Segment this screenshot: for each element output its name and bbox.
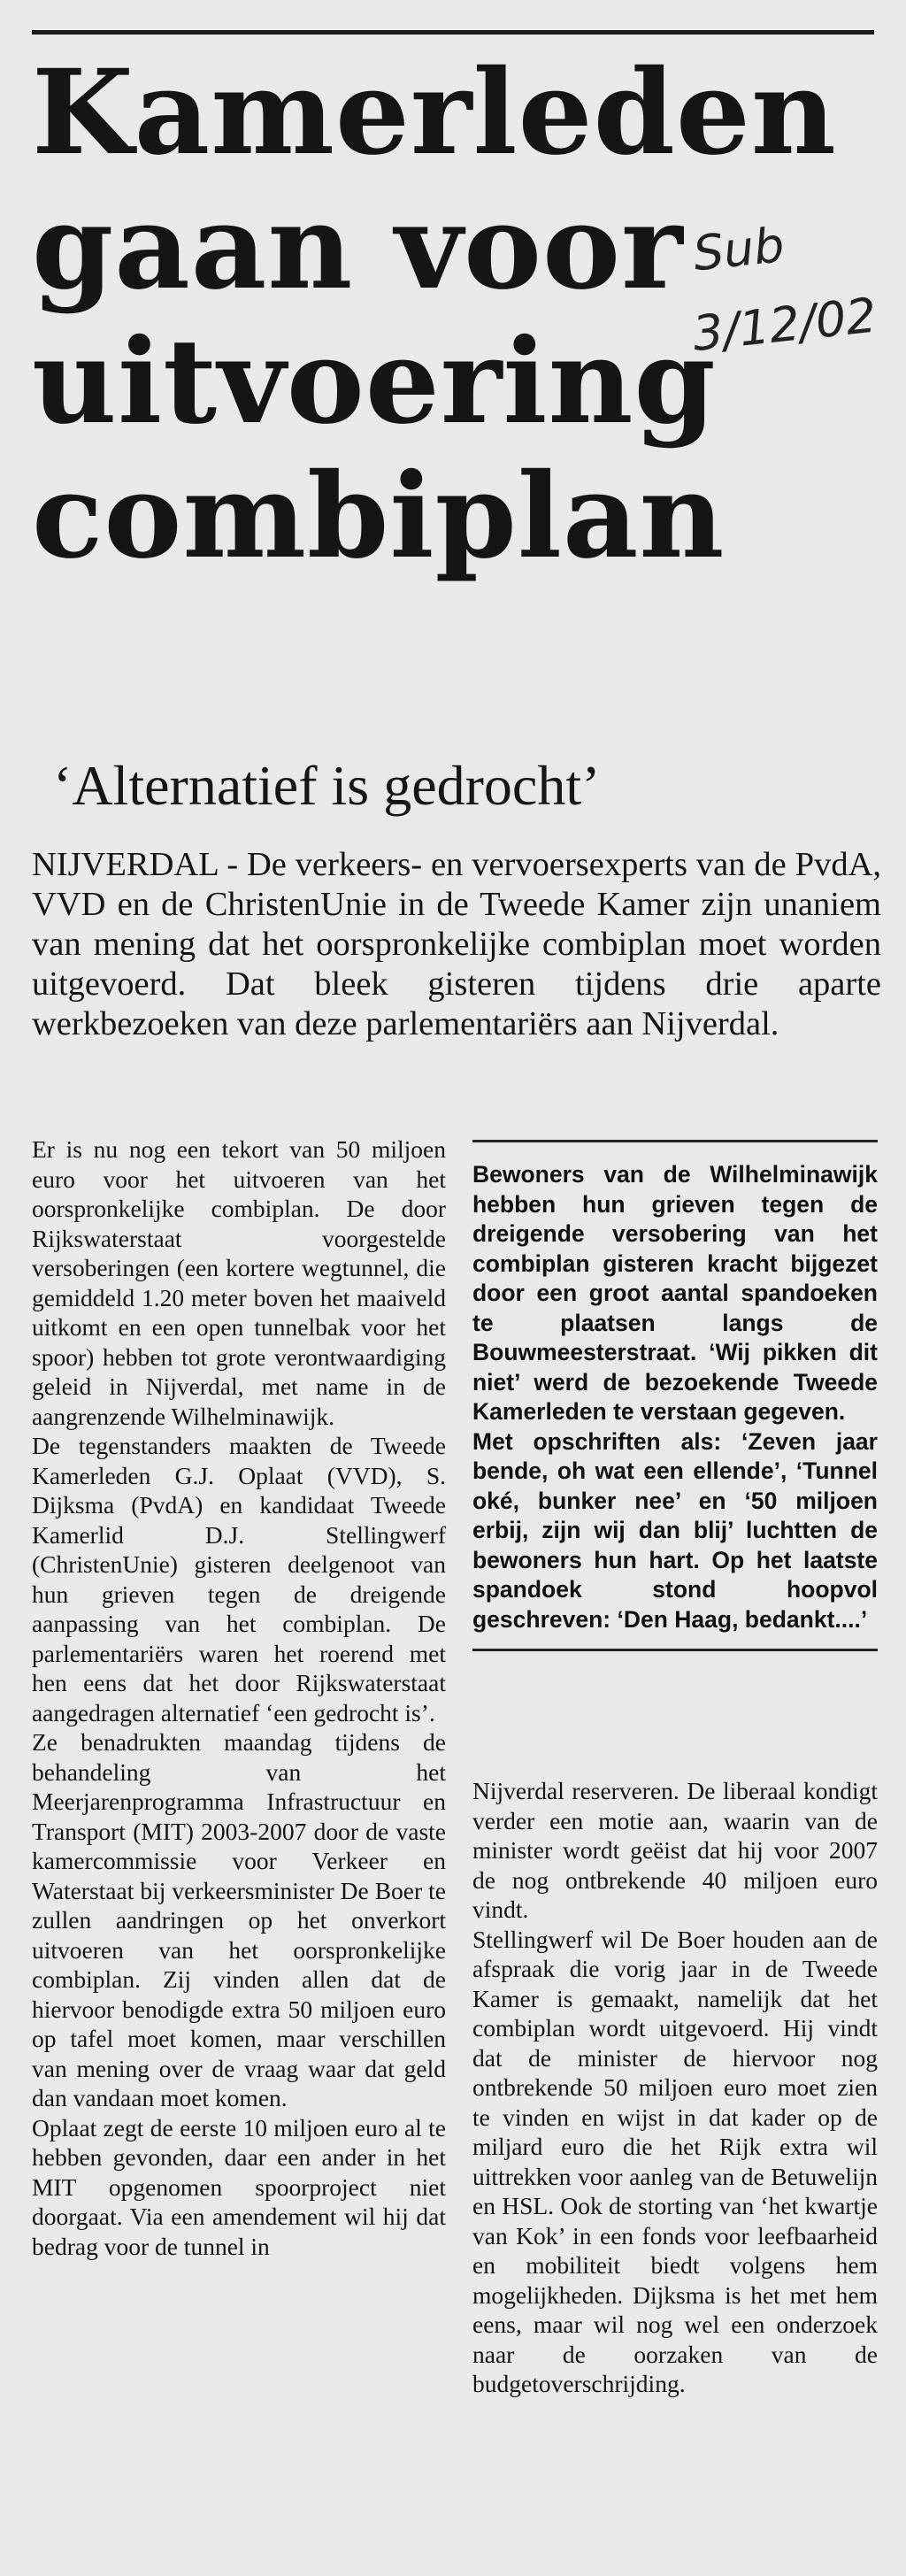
body-paragraph: Er is nu nog een tekort van 50 miljoen euro voor het uitvoeren van het oorspronkelijke combiplan. De door Rijkswaterstaat voorgestelde versoberingen (een kortere wegtunnel, die gemiddeld 1.20 meter boven het maaiveld uitkomt en een open tunnelbak voor het spoor) hebben tot grote verontwaardiging geleid in Nijverdal, met name in de aangrenzende Wilhelminawijk.: [32, 1135, 446, 1430]
headline-line: combiplan: [32, 448, 726, 585]
body-paragraph: Nijverdal reserveren. De liberaal kondigt verder een motie aan, waarin van de minister wordt geëist dat hij voor 2007 de nog ontbrekende 40 miljoen euro vindt.: [472, 1777, 878, 1923]
lead-paragraph: NIJVERDAL - De verkeers- en vervoersexperts van de PvdA, VVD en de ChristenUnie in de Tweede Kamer zijn unaniem van mening dat het oorspronkelijke combiplan moet worden uitgevoerd. Dat bleek gisteren tijdens drie aparte werkbezoeken van deze parlementariërs aan Nijverdal.: [32, 846, 881, 1042]
subheadline: ‘Alternatief is gedrocht’: [53, 754, 601, 817]
right-column: [472, 1776, 878, 2399]
handwritten-note-line: Sub: [690, 217, 787, 282]
body-paragraph: Oplaat zegt de eerste 10 miljoen euro al te hebben gevonden, daar een ander in het MIT opgenomen spoorproject niet doorgaat. Via een amendement wil hij dat bedrag voor de tunnel in: [32, 2113, 446, 2260]
headline-line: gaan voor: [32, 179, 684, 316]
sidebar-paragraph: Met opschriften als: ‘Zeven jaar bende, oh wat een ellende’, ‘Tunnel oké, bunker nee’ en ‘50 miljoen erbij, zijn wij dan blij’ luchtten de bewoners hun hart. Op het laatste spandoek stond hoopvol geschreven: ‘Den Haag, bedankt....’: [472, 1427, 878, 1633]
sidebar-box: [472, 1140, 878, 1651]
left-column: [32, 1134, 446, 2261]
body-paragraph: Stellingwerf wil De Boer houden aan de afspraak die vorig jaar in de Tweede Kamer is gemaakt, namelijk dat het combiplan wordt uitgevoerd. Hij vindt dat de minister de hiervoor nog ontbrekende 50 miljoen euro moet zien te vinden en wijst in dat kader op de miljard euro die het Rijk extra wil uittrekken voor aanleg van de Betuwelijn en HSL. Ook de storting van ‘het kwartje van Kok’ in een fonds voor leefbaarheid en mobiliteit biedt volgens hem mogelijkheden. Dijksma is het met hem eens, maar wil nog wel een onderzoek naar de oorzaken van de budgetoverschrijding.: [472, 1925, 878, 2397]
headline-line: uitvoering: [32, 313, 717, 450]
body-paragraph: De tegenstanders maakten de Tweede Kamerleden G.J. Oplaat (VVD), S. Dijksma (PvdA) en kandidaat Tweede Kamerlid D.J. Stellingwerf (ChristenUnie) gisteren deelgenoot van hun grieven tegen de dreigende aanpassing van het combiplan. De parlementariërs waren het roerend met hen eens dat het door Rijkswaterstaat aangedragen alternatief ‘een gedrocht is’.: [32, 1432, 446, 1726]
headline-line: Kamerleden: [32, 44, 837, 181]
handwritten-note-date: 3/12/02: [689, 287, 879, 362]
handwritten-note: [689, 196, 880, 373]
top-rule: [32, 30, 874, 35]
body-paragraph: Ze benadrukten maandag tijdens de behandeling van het Meerjarenprogramma Infrastructuur en Transport (MIT) 2003-2007 door de vaste kamercommissie voor Verkeer en Waterstaat bij verkeersminister De Boer te zullen aandringen op het onverkort uitvoeren van het oorspronkelijke combiplan. Zij vinden allen dat de hiervoor benodigde extra 50 miljoen euro op tafel moet komen, maar verschillen van mening over de vraag waar dat geld dan vandaan moet komen.: [32, 1728, 446, 2111]
sidebar-paragraph: Bewoners van de Wilhelminawijk hebben hun grieven tegen de dreigende versobering van het combiplan gisteren kracht bijgezet door een groot aantal spandoeken te plaatsen langs de Bouwmeesterstraat. ‘Wij pikken dit niet’ werd de bezoekende Tweede Kamerleden te verstaan gegeven.: [472, 1161, 878, 1425]
